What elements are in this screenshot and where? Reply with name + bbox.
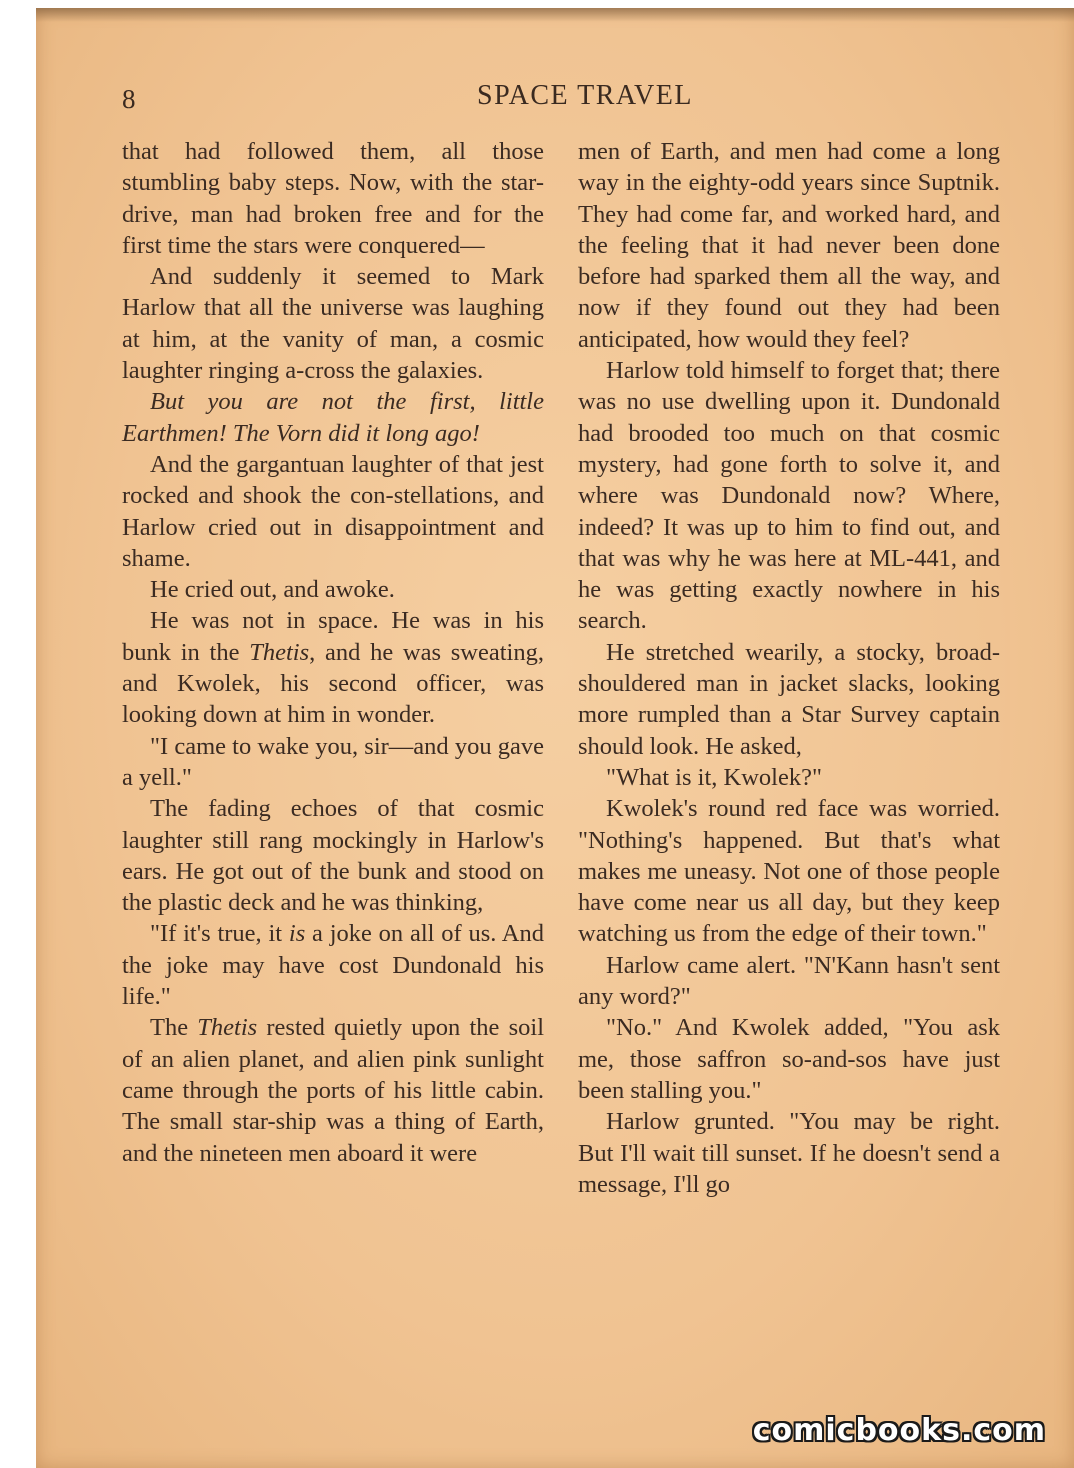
paragraph	[578, 793, 1000, 949]
page-number: 8	[122, 84, 136, 114]
paragraph	[578, 637, 1000, 762]
paragraph-text: He stretched wearily, a stocky, broad-shouldered man in jacket slacks, looking more rumpled than a Star Survey captain should look. He asked,	[578, 638, 1000, 760]
paragraph-text: And suddenly it seemed to Mark Harlow that all the universe was laughing at him, at the vanity of man, a cosmic laughter ringing a-cross the galaxies.	[122, 263, 544, 385]
paragraph-text: , and he was sweating, and Kwolek, his second officer, was looking down at him in wonder.	[122, 638, 544, 729]
paragraph	[578, 355, 1000, 637]
paragraph	[122, 918, 544, 1012]
page-top-shadow	[36, 8, 1074, 22]
paragraph	[122, 731, 544, 794]
paragraph-text: The fading echoes of that cosmic laughter still rang mockingly in Harlow's ears. He got out of the bunk and stood on the plastic deck and he was thinking,	[122, 795, 544, 917]
paragraph-text: He cried out, and awoke.	[150, 576, 395, 604]
paragraph-text: a joke on all of us. And the joke may have cost Dundonald his life."	[122, 920, 544, 1011]
paragraph	[122, 261, 544, 386]
paragraph	[122, 386, 544, 449]
paragraph-text: Kwolek's round red face was worried. "Nothing's happened. But that's what makes me uneasy. Not one of those people have come near us all day, but they keep watching us from the edge of their town."	[578, 795, 1000, 948]
paragraph-text: The	[150, 1014, 198, 1042]
watermark-logo: comicbooks.com	[752, 1413, 1046, 1448]
paragraph	[122, 793, 544, 918]
paragraph-text: men of Earth, and men had come a long way in the eighty-odd years since Suptnik. They had come far, and worked hard, and the feeling that it had never been done before had sparked them all the way, and now if they found out they had been anticipated, how would they feel?	[578, 138, 1000, 353]
italic-text: Thetis	[249, 638, 310, 666]
paragraph	[122, 605, 544, 730]
paragraph-text: Harlow told himself to forget that; there was no use dwelling upon it. Dundonald had brooded too much on that cosmic mystery, had gone forth to solve it, and where was Dundonald now? Where, indeed? It was up to him to find out, and that was why he was here at ML-441, and he was getting exactly nowhere in his search.	[578, 357, 1000, 635]
paragraph-text: "I came to wake you, sir—and you gave a yell."	[122, 732, 544, 791]
paragraph	[578, 1012, 1000, 1106]
italic-text: But you are not the first, little Earthmen! The Vorn did it long ago!	[122, 388, 544, 447]
paragraph	[578, 762, 1000, 793]
paragraph-text: rested quietly upon the soil of an alien planet, and alien pink sunlight came through the ports of his little cabin. The small star-ship was a thing of Earth, and the nineteen men aboard it were	[122, 1014, 544, 1167]
paragraph	[122, 1012, 544, 1168]
paragraph-text: "What is it, Kwolek?"	[606, 763, 822, 791]
italic-text: is	[288, 920, 306, 948]
page-header	[36, 80, 1074, 120]
paragraph-text: that had followed them, all those stumbling baby steps. Now, with the star-drive, man had broken free and for the first time the stars were conquered—	[122, 138, 544, 259]
paragraph	[578, 1106, 1000, 1200]
right-text-column	[578, 136, 1000, 1200]
paragraph-text: "If it's true, it	[150, 920, 289, 948]
paragraph	[122, 449, 544, 574]
italic-text: Thetis	[197, 1014, 258, 1042]
paragraph-text: And the gargantuan laughter of that jest rocked and shook the con-stellations, and Harlow cried out in disappointment and shame.	[122, 450, 544, 572]
paragraph	[122, 574, 544, 605]
paragraph-text: He was not in space. He was in his bunk in the	[122, 607, 544, 666]
paragraph-text: "No." And Kwolek added, "You ask me, those saffron so-and-sos have just been stalling you."	[578, 1014, 1000, 1104]
paragraph-text: Harlow came alert. "N'Kann hasn't sent any word?"	[578, 951, 1000, 1011]
book-page	[36, 8, 1074, 1468]
left-text-column	[122, 136, 544, 1169]
paragraph	[578, 136, 1000, 355]
running-head: SPACE TRAVEL	[477, 80, 693, 111]
paragraph	[122, 136, 544, 261]
paragraph	[578, 950, 1000, 1013]
paragraph-text: Harlow grunted. "You may be right. But I'll wait till sunset. If he doesn't send a message, I'll go	[578, 1108, 1000, 1198]
